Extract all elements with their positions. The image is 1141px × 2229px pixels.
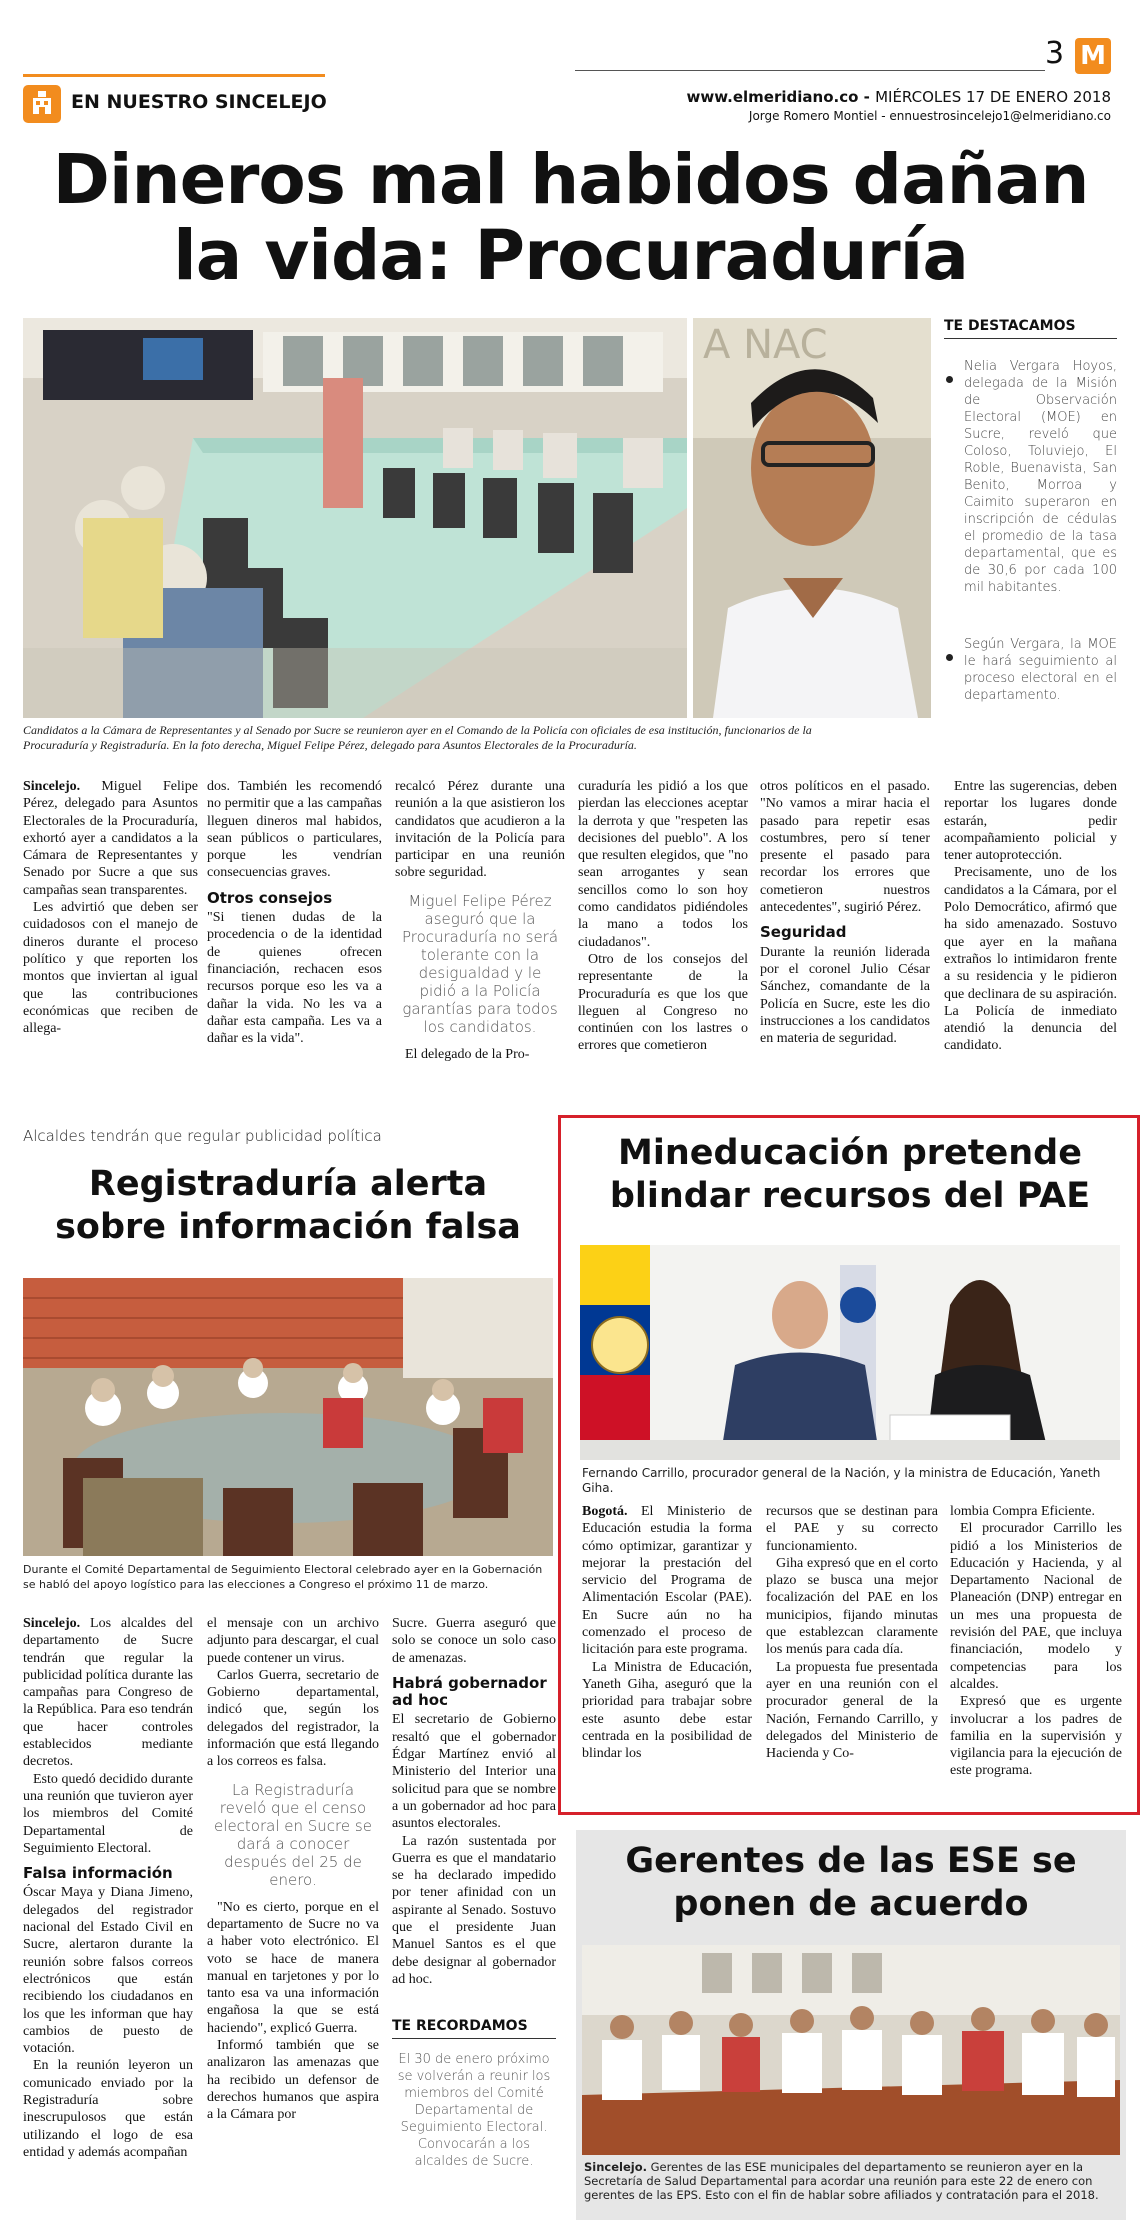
paragraph: lombia Compra Eficiente. [950, 1504, 1096, 1519]
main-col-3 [395, 778, 565, 1100]
paragraph: "Si tienen dudas de la procedencia o de la identidad de quienes ofrecen financiación, rechacen esos recursos porque eso les va a dañar la vida. No les va a dañar esta campaña. Les va a dañar es la vida". [207, 910, 382, 1047]
sidebar-te-destacamos [944, 318, 1117, 738]
main-col-6 [944, 778, 1117, 1100]
ese-photo [582, 1945, 1120, 2155]
paragraph: recalcó Pérez durante una reunión a la que asistieron los candidatos que acudieron a la invitación de la Policía para participar en una reunión sobre seguridad. [395, 779, 565, 881]
paragraph: Los alcaldes del departamento de Sucre tendrán que regular la publicidad política durante las campañas para Congreso de la República. Para eso tendrán que hacer controles establecidos mediante decretos. [23, 1616, 193, 1770]
ese-headline-line1: Gerentes de las ESE se [625, 1841, 1077, 1881]
comite-photo [23, 1278, 553, 1556]
registraduria-headline-line2: sobre información falsa [55, 1207, 521, 1247]
paragraph: El delegado de la Pro- [405, 1046, 530, 1062]
paragraph: Entre las sugerencias, deben reportar los lugares donde estarán, pedir acompañamiento policial y tener autoprotección. [944, 779, 1117, 864]
pae-headline-line1: Mineducación pretende [618, 1133, 1082, 1173]
pae-col-1 [582, 1503, 752, 1803]
procurador-photo [693, 318, 931, 718]
dateline-lead: Sincelejo. [23, 779, 81, 794]
paragraph: "No es cierto, porque en el departamento de Sucre no va a haber voto electrónico. El voto se hace de manera manual en tarjetones y por lo tanto esa va una información engañosa la que se está haciendo", explicó Guerra. [207, 1899, 379, 2036]
dateline-lead: Bogotá. [582, 1504, 628, 1519]
paragraph: Otro de los consejos del representante de la Procuraduría es que los que lleguen al Congreso no continúen con los lastres o errores que cometieron [578, 951, 748, 1054]
reg-col-3 [392, 1615, 556, 2015]
paragraph: Giha expresó que en el corto plazo se busca una mejor focalización del PAE en los municipios, fijando minutas que establezcan claramente los menús para cada día. [766, 1555, 938, 1658]
reg-col-1 [23, 1615, 193, 2215]
registraduria-caption: Durante el Comité Departamental de Seguimiento Electoral celebrado ayer en la Gobernación se habló del apoyo logístico para las elecciones a Congreso el próximo 11 de marzo. [23, 1563, 543, 1591]
paragraph: El Ministerio de Educación estudia la forma cómo optimizar, garantizar y mejorar la prestación del servicio del Programa de Alimentación Escolar (PAE). En Sucre aún no ha comenzado el proceso de licitación para este programa. [582, 1504, 752, 1658]
te-recordamos-box [392, 2018, 556, 2218]
pae-photo [580, 1245, 1120, 1460]
main-headline-line2: la vida: Procuraduría [173, 216, 968, 296]
paragraph: Óscar Maya y Diana Jimeno, delegados del registrador nacional del Estado Civil en Sucre, alertaron durante la reunión sobre falsos correos electrónicos que están recibiendo los ciudadanos en los que les informan que hay cambios de puesto de votación. [23, 1885, 193, 2057]
subheading: Otros consejos [207, 888, 333, 907]
main-caption-line2: Procuraduría y Registraduría. En la foto derecha, Miguel Felipe Pérez, delegado para Asuntos Electorales de la Procuraduría. [23, 738, 637, 752]
main-col-4 [578, 778, 748, 1100]
page-number: 3 [1045, 36, 1065, 71]
paragraph: Miguel Felipe Pérez, delegado para Asuntos Electorales de la Procuraduría, exhortó ayer a candidatos a la Cámara de Representantes y Senado por Sucre a que sus campañas sean transparentes. [23, 779, 198, 898]
paragraph: La razón sustentada por Guerra es que el mandatario se ha declarado impedido por tener afinidad con un aspirante al Senado. Sostuvo que el presidente Juan Manuel Santos es el que debe designar al gobernador ad hoc. [392, 1833, 556, 1987]
section-icon [23, 85, 61, 123]
top-rule [575, 70, 1045, 71]
sidebar-title: TE DESTACAMOS [944, 318, 1117, 339]
paragraph: el mensaje con un archivo adjunto para descargar, el cual puede contener un virus. [207, 1616, 379, 1666]
paragraph: La Ministra de Educación, Yaneth Giha, aseguró que la prioridad para trabajar sobre este asunto debe estar centrada en la posibilidad de blindar los [582, 1659, 752, 1762]
sidebar-item2-text: Según Vergara, la MOE le hará seguimiento al proceso electoral en el departamento. [964, 637, 1117, 703]
registraduria-headline-line1: Registraduría alerta [88, 1164, 488, 1204]
dateline-lead: Sincelejo. [584, 2160, 647, 2174]
ese-headline [576, 1840, 1126, 1926]
paragraph: Les advirtió que deben ser cuidadosos con el manejo de dineros durante el proceso político y que reporten los montos que inviertan al igual que las contribuciones económicas que reciben de allega- [23, 900, 198, 1037]
paragraph: La propuesta fue presentada ayer en una reunión con el procurador general de la Nación, Fernando Carrillo, y delegados del Ministerio de Hacienda y Co- [766, 1659, 938, 1762]
pull-quote: Miguel Felipe Pérez aseguró que la Procuraduría no será tolerante con la desigualdad y le pidió a la Policía garantías para todos los candidatos. [401, 891, 559, 1036]
main-photo-caption [23, 723, 931, 753]
paragraph: dos. También les recomendó no permitir que a las campañas lleguen dineros mal habidos, sean públicos o particulares, porque les vendrían consecuencias graves. [207, 779, 382, 881]
meeting-photo [23, 318, 687, 718]
dateline: www.elmeridiano.co - MIÉRCOLES 17 DE ENERO 2018 [686, 88, 1111, 106]
subheading: Falsa información [23, 1864, 173, 1883]
main-headline [10, 142, 1131, 294]
site-url[interactable]: www.elmeridiano.co [686, 88, 859, 106]
svg-text:A NAC: A NAC [703, 322, 828, 368]
ese-headline-line2: ponen de acuerdo [673, 1884, 1029, 1924]
paragraph: El secretario de Gobierno resaltó que el gobernador Édgar Martínez envió al Ministerio del Interior una solicitud para que se nombre a un gobernador ad hoc para asuntos electorales. [392, 1712, 556, 1832]
paragraph: Precisamente, uno de los candidatos a la Cámara, por el Polo Democrático, afirmó que ha sido amenazado. Sostuvo que ayer en la mañana extraños lo intimidaron frente a su residencia y le pidieron que declinara de su aspiración. La Policía de inmediato atendió la denuncia del candidato. [944, 865, 1117, 1054]
bullet-icon [946, 376, 953, 383]
paragraph: otros políticos en el pasado. "No vamos a mirar hacia el pasado para repetir esas costumbres, pero sí tener presente el pasado para recordar los errores que cometieron nuestros antecedentes", sugirió Pérez. [760, 779, 930, 916]
paragraph: curaduría les pidió a los que pierdan las elecciones aceptar la derrota y que "respeten las decisiones del pueblo". A los que resulten elegidos, que "no sean arrogantes y sean sencillos como lo son hoy como candidatos pidiéndoles la mano a todos los ciudadanos". [578, 779, 748, 950]
ese-caption-text: Gerentes de las ESE municipales del departamento se reunieron ayer en la Secretaría de Salud Departamental para acordar una reunión para este 22 de enero con gerentes de las EPS. Esto con el fin de hablar sobre afiliados y contratación para el 2018. [584, 2160, 1099, 2202]
sidebar-item [944, 358, 1117, 596]
main-col-2 [207, 778, 382, 1100]
pae-headline [570, 1132, 1130, 1218]
sidebar-item1-text: Nelia Vergara Hoyos, delegada de la Misión de Observación Electoral (MOE) en Sucre, reveló que Coloso, Toluviejo, El Roble, Buenavista, San Benito, Morroa y Caimito superaron en inscripción de cédulas el promedio de la tasa departamental, que es de 30,6 por cada 100 mil habitantes. [964, 359, 1117, 595]
pae-caption: Fernando Carrillo, procurador general de la Nación, y la ministra de Educación, Yaneth Giha. [582, 1466, 1101, 1495]
paragraph: Esto quedó decidido durante una reunión que tuvieron ayer los miembros del Comité Departamental de Seguimiento Electoral. [23, 1771, 193, 1856]
box-text: El 30 de enero próximo se volverán a reunir los miembros del Comité Departamental de Seguimiento Electoral. Convocarán a los alcaldes de Sucre. [397, 2052, 551, 2169]
main-col-1 [23, 778, 198, 1100]
paragraph: recursos que se destinan para el PAE y su correcto funcionamiento. [766, 1504, 938, 1554]
pae-headline-line2: blindar recursos del PAE [609, 1176, 1091, 1216]
registraduria-headline [23, 1163, 553, 1249]
paragraph: Sucre. Guerra aseguró que solo se conoce un solo caso de amenazas. [392, 1616, 556, 1666]
paragraph: Carlos Guerra, secretario de Gobierno departamental, indicó que, según los delegados del registrador, la información que está llegando a los correos es falsa. [207, 1667, 379, 1770]
paragraph: Expresó que es urgente involucrar a los padres de familia en la supervisión y vigilancia para la ejecución de este programa. [950, 1694, 1122, 1779]
registraduria-kicker: Alcaldes tendrán que regular publicidad política [23, 1127, 382, 1145]
main-caption-line1: Candidatos a la Cámara de Representantes y al Senado por Sucre se reunieron ayer en el Comando de la Policía con oficiales de esa institución, funcionarios de la [23, 723, 812, 737]
byline: Jorge Romero Montiel - ennuestrosincelejo1@elmeridiano.co [748, 109, 1111, 123]
main-headline-line1: Dineros mal habidos dañan [52, 140, 1089, 220]
paragraph: Durante la reunión liderada por el coronel Julio César Sánchez, comandante de la Policía en Sucre, este les dio instrucciones a los candidatos en materia de seguridad. [760, 944, 930, 1047]
paragraph: En la reunión leyeron un comunicado enviado por la Registraduría sobre inescrupulosos que están utilizando el logo de esa entidad y además acompañan [23, 2058, 193, 2160]
meridiano-logo: M [1075, 38, 1111, 74]
bullet-icon [946, 654, 953, 661]
sidebar-item [944, 636, 1117, 704]
ese-caption [584, 2160, 1118, 2202]
paragraph: Informó también que se analizaron las amenazas que ha recibido un defensor de derechos humanos que aspira a la Cámara por [207, 2038, 379, 2123]
section-label: EN NUESTRO SINCELEJO [71, 91, 327, 113]
paragraph: El procurador Carrillo les pidió a los Ministerios de Educación y Hacienda, y al Departamento Nacional de Planeación (DNP) entregar en un mes una propuesta de revisión del PAE, que incluya financiación, modelo y competencias para los alcaldes. [950, 1521, 1122, 1692]
pae-col-2 [766, 1503, 938, 1803]
issue-date: MIÉRCOLES 17 DE ENERO 2018 [875, 88, 1111, 106]
dateline-lead: Sincelejo. [23, 1616, 81, 1631]
pull-quote: La Registraduría reveló que el censo electoral en Sucre se dará a conocer después del 25 de enero. [214, 1780, 372, 1889]
subheading: Habrá gobernador ad hoc [392, 1673, 547, 1710]
section-header [23, 74, 325, 124]
subheading: Seguridad [760, 923, 847, 942]
box-title: TE RECORDAMOS [392, 2018, 556, 2039]
pae-col-3 [950, 1503, 1122, 1803]
main-col-5 [760, 778, 930, 1100]
reg-col-2 [207, 1615, 379, 2215]
